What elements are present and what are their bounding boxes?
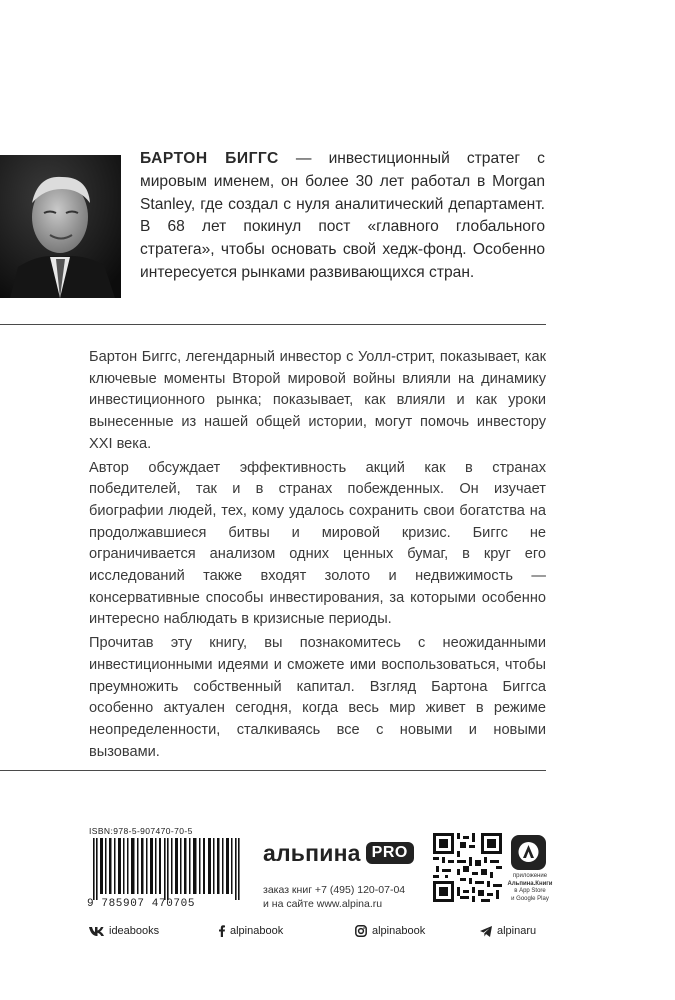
book-description (89, 347, 546, 765)
vk-icon (89, 926, 104, 936)
social-instagram[interactable] (355, 925, 425, 937)
divider-bottom (0, 770, 546, 771)
author-bio (140, 148, 545, 285)
facebook-handle: alpinabook (230, 925, 284, 937)
instagram-icon (355, 925, 367, 937)
app-caption-line: и Google Play (511, 895, 549, 902)
author-bio-text: — инвестиционный стратег с мировым именем, он более 30 лет работал в Morgan Stanley, где создал с нуля аналитический департамент. В 68 лет покинул пост «главного глобального стратега», чтобы основать свой хедж-фонд. Особенно интересуется рынками развивающихся стран. (140, 150, 545, 281)
publisher-logo (263, 838, 414, 868)
barcode (89, 826, 256, 912)
barcode-bars (93, 838, 253, 900)
author-name: БАРТОН БИГГС (140, 150, 279, 167)
logo-badge: PRO (366, 842, 414, 864)
social-facebook[interactable] (219, 925, 283, 937)
app-caption-line: приложение (512, 873, 548, 879)
qr-code-icon (433, 833, 502, 902)
order-info (263, 883, 405, 911)
social-links (89, 925, 546, 941)
app-caption-name: Альпина.Книги (507, 880, 553, 887)
social-telegram[interactable] (480, 925, 536, 937)
description-paragraph: Бартон Биггс, легендарный инвестор с Уолл-стрит, показывает, как ключевые моменты Второй мировой войны влияли на динамику инвестиционного рынка; показывает, как влияли и как уроки вынесенные из нашей общей истории, могут помочь инвестору XXI века. (89, 349, 546, 452)
alpina-app-icon (511, 835, 546, 870)
order-phone: заказ книг +7 (495) 120-07-04 (263, 884, 406, 896)
isbn-label: ISBN:978-5-907470-70-5 (89, 826, 193, 836)
description-paragraph: Автор обсуждает эффективность акций как в странах победителей, так и в странах побежденных. Он изучает биографии людей, тех, кому удалось сохранить свои богатства на продолжавшиеся битвы и мировой кризис. Биггс не ограничивается анализом одних ценных бумаг, в круг его исследований также входят золото и недвижимость — консервативные способы инвестирования, за которыми особенно интересно наблюдать в кризисные периоды. (89, 459, 546, 628)
app-caption-line: в App Store (514, 888, 546, 894)
instagram-handle: alpinabook (372, 925, 426, 937)
telegram-icon (480, 926, 492, 937)
divider-top (0, 324, 546, 325)
telegram-handle: alpinaru (497, 925, 537, 937)
facebook-icon (219, 925, 225, 937)
vk-handle: ideabooks (109, 925, 160, 937)
barcode-digits: 9 785907 470705 (87, 898, 196, 910)
social-vk[interactable] (89, 925, 159, 937)
app-caption (506, 873, 554, 903)
logo-word: альпина (263, 839, 361, 866)
author-photo (0, 155, 121, 298)
description-paragraph: Прочитав эту книгу, вы познакомитесь с неожиданными инвестиционными идеями и сможете ими воспользоваться, чтобы преумножить собственный капитал. Взгляд Бартона Биггса особенно актуален сегодня, когда весь мир живет в режиме неопределенности, сталкиваясь все с новыми и новыми вызовами. (89, 635, 546, 760)
order-site: и на сайте www.alpina.ru (263, 898, 383, 910)
